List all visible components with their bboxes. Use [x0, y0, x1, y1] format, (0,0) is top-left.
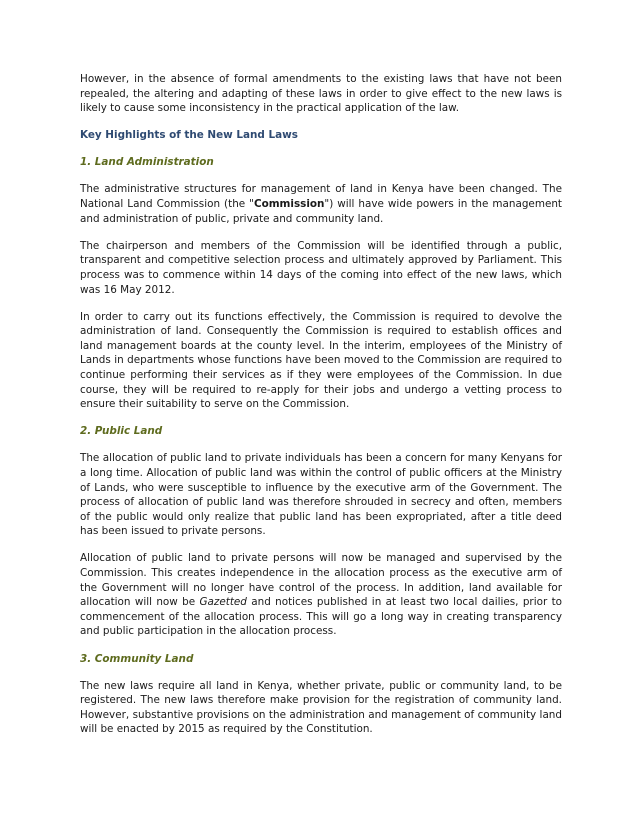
section-heading-community-land: 3. Community Land	[80, 652, 194, 665]
land-administration-paragraph-2: The chairperson and members of the Commission will be identified through a public, transparent and competitive selection process and ultimately approved by Parliament. This process was to commence within 14 days of the coming into effect of the new laws, which was 16 May 2012.	[80, 239, 562, 296]
intro-paragraph: However, in the absence of formal amendments to the existing laws that have not been repealed, the altering and adapting of these laws in order to give effect to the new laws is likely to cause some inconsistency in the practical application of the law.	[80, 73, 562, 115]
text-run: and notices published in at least two local dailies, prior to commencement of the allocation process. This will go a long way in creating transparency and public participation in the allocation process.	[80, 596, 562, 638]
public-land-paragraph-2	[80, 551, 562, 639]
section-heading-public-land: 2. Public Land	[80, 425, 163, 438]
text-run: ") will have wide powers in the management and administration of public, private and community land.	[80, 198, 563, 225]
text-run: The administrative structures for management of land in Kenya have been changed. The National Land Commission (the "	[80, 183, 562, 211]
land-administration-paragraph-1	[80, 182, 562, 226]
section-heading-land-administration: 1. Land Administration	[80, 156, 214, 169]
community-land-paragraph-1: The new laws require all land in Kenya, whether private, public or community land, to be registered. The new laws therefore make provision for the registration of community land. However, substantive provisions on the administration and management of community land will be enacted by 2015 as required by the Constitution.	[80, 679, 562, 736]
text-run: Allocation of public land to private persons will now be managed and supervised by the Commission. This creates independence in the allocation process as the executive arm of the Government will no longer have control of the process. In addition, land available for allocation will now be	[80, 552, 562, 609]
key-highlights-heading: Key Highlights of the New Land Laws	[80, 129, 298, 142]
commission-term: Commission	[253, 198, 325, 211]
land-administration-paragraph-3: In order to carry out its functions effectively, the Commission is required to devolve the administration of land. Consequently the Commission is required to establish offices and land management boards at the county level. In the interim, employees of the Ministry of Lands in departments whose functions have been moved to the Commission are required to continue performing their services as if they were employees of the Commission. In due course, they will be required to re-apply for their jobs and undergo a vetting process to ensure their suitability to serve on the Commission.	[80, 310, 562, 411]
document-body	[80, 72, 562, 749]
gazetted-term: Gazetted	[199, 596, 247, 609]
public-land-paragraph-1: The allocation of public land to private individuals has been a concern for many Kenyans for a long time. Allocation of public land was within the control of public officers at the Ministry of Lands, who were susceptible to influence by the executive arm of the Government. The process of allocation of public land was therefore shrouded in secrecy and often, members of the public would only realize that public land has been expropriated, after a title deed has been issued to private persons.	[80, 452, 562, 538]
